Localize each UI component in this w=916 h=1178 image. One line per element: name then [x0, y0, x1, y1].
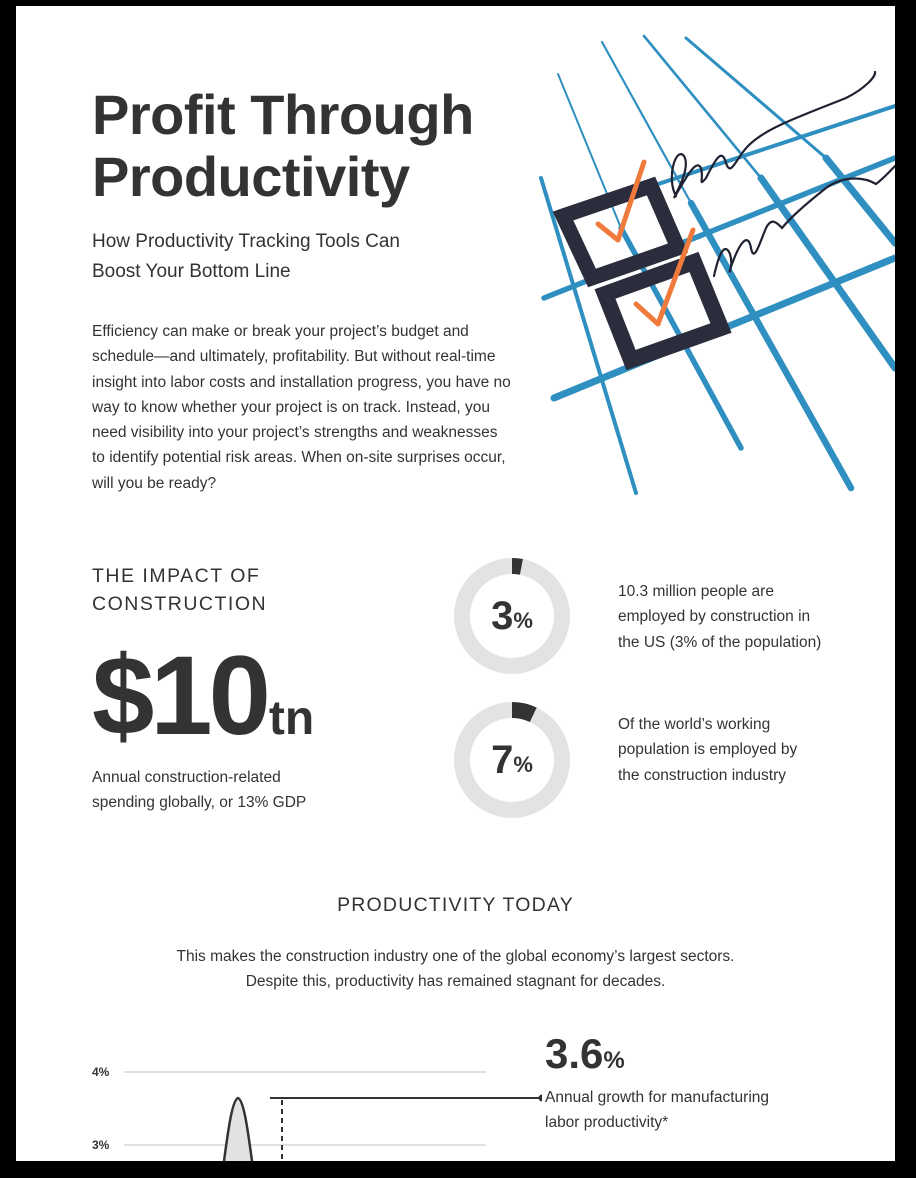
intro-line: way to know whether your project is on track. Instead, you	[92, 398, 491, 416]
document-page	[16, 6, 895, 1161]
donut-label	[450, 698, 574, 822]
intro-line: will you be ready?	[92, 474, 217, 492]
spending-caption	[92, 765, 306, 816]
desc-line: Of the world’s working	[618, 716, 771, 733]
donut-label	[450, 554, 574, 678]
intro-line: Efficiency can make or break your project’s budget and	[92, 323, 469, 340]
impact-heading-line-1: THE IMPACT OF	[92, 565, 261, 587]
manufacturing-caption-line-1: Annual growth for manufacturing	[545, 1089, 770, 1106]
productivity-intro-line-1: This makes the construction industry one of the global economy’s largest sectors.	[176, 948, 735, 965]
productivity-heading: PRODUCTIVITY TODAY	[337, 894, 574, 916]
spending-stat	[92, 633, 315, 758]
desc-line: 10.3 million people are	[618, 583, 774, 600]
desc-line: the US (3% of the population)	[618, 633, 822, 651]
desc-line: employed by construction in	[618, 608, 811, 626]
manufacturing-caption-line-2: labor productivity*	[545, 1114, 669, 1132]
title-line-1: Profit Through	[92, 83, 474, 146]
impact-heading	[92, 562, 267, 618]
intro-paragraph	[92, 319, 562, 496]
donut-description-us	[618, 579, 821, 655]
donut-unit: %	[513, 752, 533, 777]
donut-chart-world-employment	[450, 698, 574, 822]
productivity-intro-line-2: Despite this, productivity has remained stagnant for decades.	[245, 973, 666, 991]
impact-heading-line-2: CONSTRUCTION	[92, 593, 268, 615]
intro-line: schedule—and ultimately, profitability. But without real-time	[92, 348, 496, 366]
spending-caption-line-2: spending globally, or 13% GDP	[92, 794, 307, 812]
donut-chart-us-employment	[450, 554, 574, 678]
desc-line: the construction industry	[618, 766, 787, 784]
checkbox-icon-1	[563, 162, 678, 278]
manufacturing-growth-stat	[545, 1030, 625, 1077]
donut-value: 7	[491, 737, 514, 782]
checklist-grid-illustration	[526, 28, 895, 498]
donut-unit: %	[513, 608, 533, 633]
donut-description-world	[618, 712, 797, 788]
page-title	[92, 84, 474, 208]
productivity-intro	[16, 944, 895, 995]
subtitle-line-2: Boost Your Bottom Line	[92, 261, 291, 282]
spending-value: $10	[92, 633, 267, 758]
manufacturing-growth-caption	[545, 1085, 769, 1136]
desc-line: population is employed by	[618, 741, 798, 759]
annotation-dot	[539, 1095, 543, 1102]
subtitle-line-1: How Productivity Tracking Tools Can	[92, 231, 400, 252]
spending-caption-line-1: Annual construction-related	[92, 769, 281, 786]
productivity-chart	[82, 1052, 542, 1161]
page-subtitle	[92, 227, 400, 287]
donut-value: 3	[491, 593, 514, 638]
y-tick-3: 3%	[92, 1138, 110, 1152]
intro-line: insight into labor costs and installation progress, you have no	[92, 373, 511, 391]
spending-unit: tn	[268, 692, 315, 745]
intro-line: need visibility into your project’s strengths and weaknesses	[92, 424, 498, 442]
manufacturing-growth-value: 3.6	[545, 1030, 604, 1077]
y-tick-4: 4%	[92, 1065, 110, 1079]
manufacturing-growth-unit: %	[603, 1047, 625, 1074]
title-line-2: Productivity	[92, 145, 410, 208]
intro-line: to identify potential risk areas. When on-site surprises occur,	[92, 449, 506, 467]
